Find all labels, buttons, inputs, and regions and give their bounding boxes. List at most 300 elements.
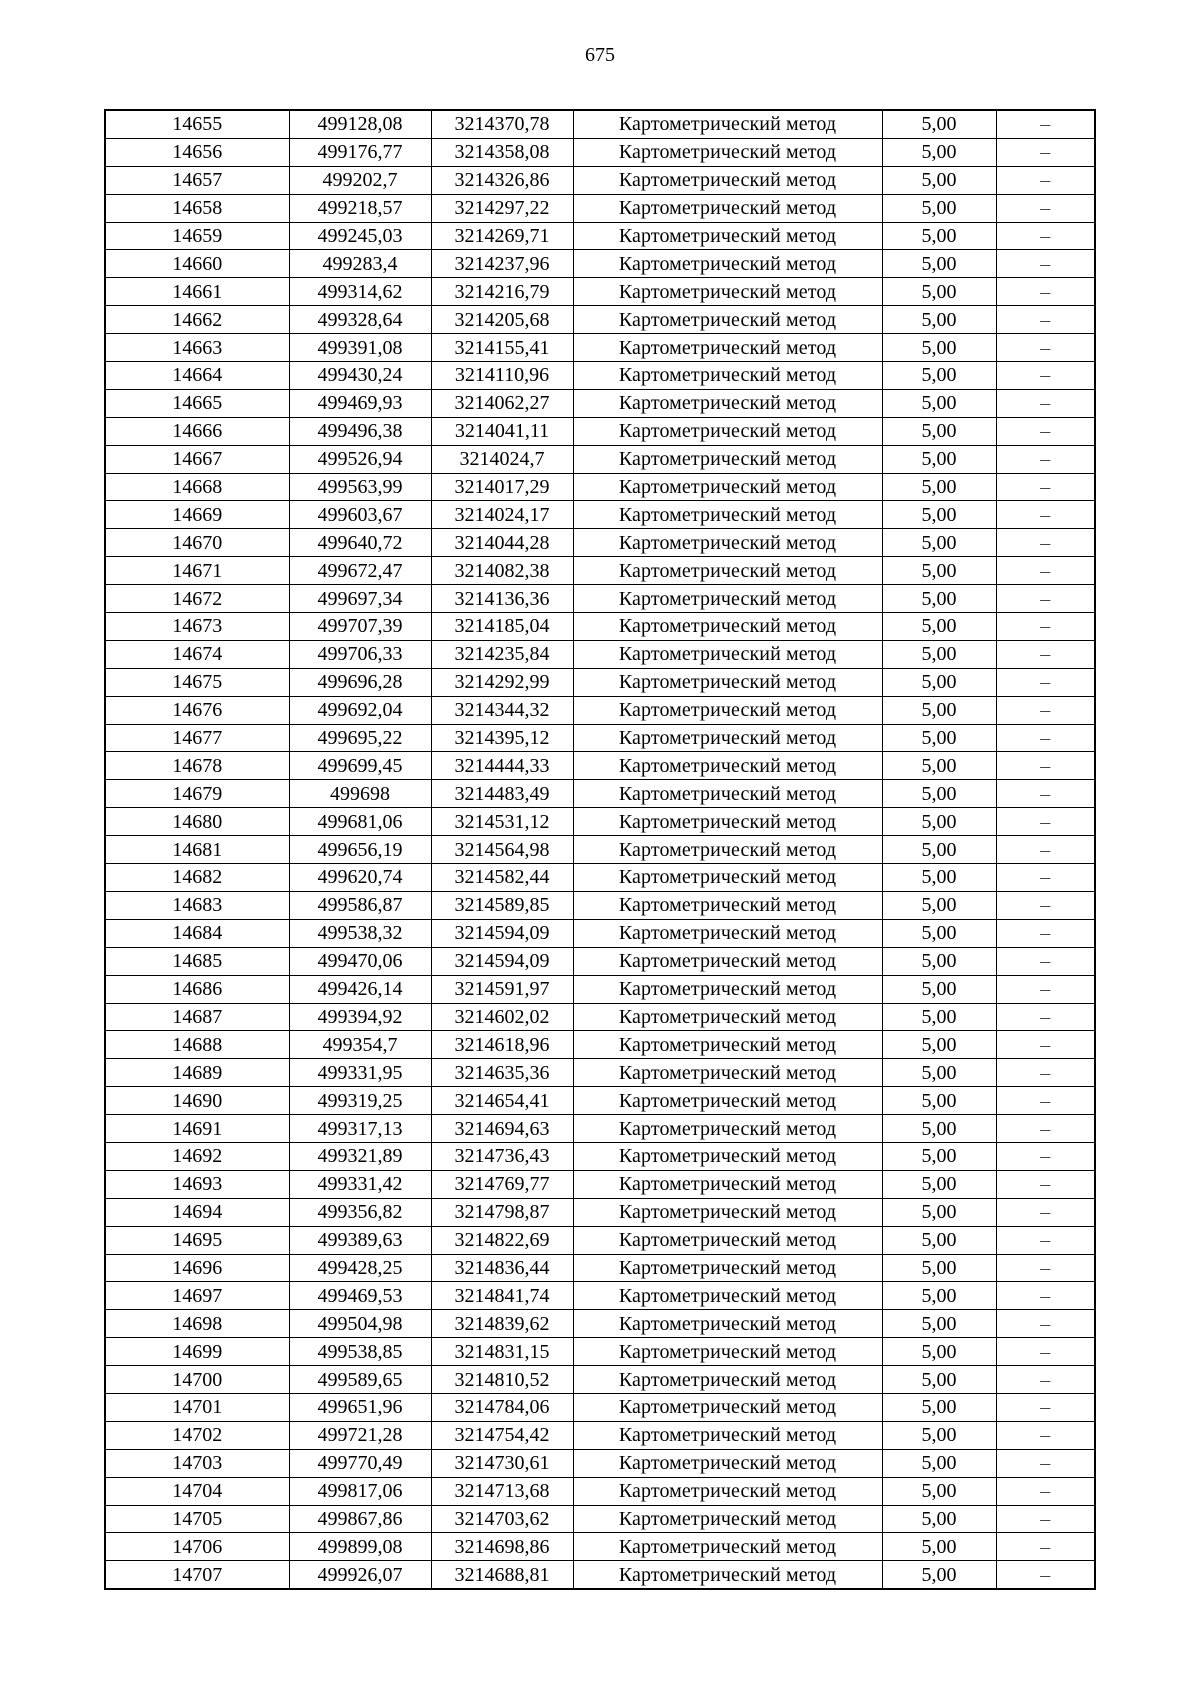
description-cell: – [996, 724, 1095, 752]
point-number-cell: 14690 [105, 1087, 289, 1115]
y-coordinate-cell: 3214688,81 [431, 1561, 573, 1589]
y-coordinate-cell: 3214044,28 [431, 529, 573, 557]
accuracy-cell: 5,00 [882, 1338, 996, 1366]
description-cell: – [996, 1533, 1095, 1561]
x-coordinate-cell: 499698 [289, 780, 431, 808]
description-cell: – [996, 194, 1095, 222]
accuracy-cell: 5,00 [882, 417, 996, 445]
y-coordinate-cell: 3214024,17 [431, 501, 573, 529]
description-cell: – [996, 1561, 1095, 1589]
y-coordinate-cell: 3214444,33 [431, 752, 573, 780]
point-number-cell: 14687 [105, 1003, 289, 1031]
coordinates-table [104, 109, 1096, 1590]
method-cell: Картометрический метод [573, 501, 882, 529]
point-number-cell: 14697 [105, 1282, 289, 1310]
method-cell: Картометрический метод [573, 1533, 882, 1561]
x-coordinate-cell: 499128,08 [289, 110, 431, 138]
x-coordinate-cell: 499428,25 [289, 1254, 431, 1282]
accuracy-cell: 5,00 [882, 306, 996, 334]
point-number-cell: 14685 [105, 947, 289, 975]
description-cell: – [996, 445, 1095, 473]
y-coordinate-cell: 3214024,7 [431, 445, 573, 473]
description-cell: – [996, 1198, 1095, 1226]
y-coordinate-cell: 3214269,71 [431, 222, 573, 250]
method-cell: Картометрический метод [573, 1505, 882, 1533]
y-coordinate-cell: 3214136,36 [431, 585, 573, 613]
method-cell: Картометрический метод [573, 1198, 882, 1226]
description-cell: – [996, 1449, 1095, 1477]
x-coordinate-cell: 499899,08 [289, 1533, 431, 1561]
point-number-cell: 14703 [105, 1449, 289, 1477]
method-cell: Картометрический метод [573, 445, 882, 473]
accuracy-cell: 5,00 [882, 1282, 996, 1310]
point-number-cell: 14655 [105, 110, 289, 138]
accuracy-cell: 5,00 [882, 1170, 996, 1198]
description-cell: – [996, 780, 1095, 808]
accuracy-cell: 5,00 [882, 389, 996, 417]
x-coordinate-cell: 499328,64 [289, 306, 431, 334]
x-coordinate-cell: 499245,03 [289, 222, 431, 250]
x-coordinate-cell: 499699,45 [289, 752, 431, 780]
accuracy-cell: 5,00 [882, 250, 996, 278]
table-row [105, 1115, 1095, 1143]
description-cell: – [996, 1310, 1095, 1338]
description-cell: – [996, 1505, 1095, 1533]
x-coordinate-cell: 499331,95 [289, 1059, 431, 1087]
table-row [105, 501, 1095, 529]
y-coordinate-cell: 3214582,44 [431, 864, 573, 892]
description-cell: – [996, 836, 1095, 864]
description-cell: – [996, 808, 1095, 836]
point-number-cell: 14694 [105, 1198, 289, 1226]
y-coordinate-cell: 3214041,11 [431, 417, 573, 445]
table-row [105, 194, 1095, 222]
method-cell: Картометрический метод [573, 585, 882, 613]
x-coordinate-cell: 499697,34 [289, 585, 431, 613]
x-coordinate-cell: 499354,7 [289, 1031, 431, 1059]
description-cell: – [996, 613, 1095, 641]
description-cell: – [996, 138, 1095, 166]
x-coordinate-cell: 499695,22 [289, 724, 431, 752]
accuracy-cell: 5,00 [882, 138, 996, 166]
description-cell: – [996, 278, 1095, 306]
x-coordinate-cell: 499817,06 [289, 1477, 431, 1505]
y-coordinate-cell: 3214839,62 [431, 1310, 573, 1338]
x-coordinate-cell: 499283,4 [289, 250, 431, 278]
table-row [105, 529, 1095, 557]
description-cell: – [996, 417, 1095, 445]
method-cell: Картометрический метод [573, 975, 882, 1003]
method-cell: Картометрический метод [573, 417, 882, 445]
point-number-cell: 14679 [105, 780, 289, 808]
y-coordinate-cell: 3214589,85 [431, 891, 573, 919]
method-cell: Картометрический метод [573, 194, 882, 222]
y-coordinate-cell: 3214185,04 [431, 613, 573, 641]
accuracy-cell: 5,00 [882, 194, 996, 222]
accuracy-cell: 5,00 [882, 1505, 996, 1533]
table-row [105, 1142, 1095, 1170]
y-coordinate-cell: 3214635,36 [431, 1059, 573, 1087]
method-cell: Картометрический метод [573, 1561, 882, 1589]
x-coordinate-cell: 499470,06 [289, 947, 431, 975]
x-coordinate-cell: 499319,25 [289, 1087, 431, 1115]
description-cell: – [996, 529, 1095, 557]
table-row [105, 975, 1095, 1003]
y-coordinate-cell: 3214594,09 [431, 947, 573, 975]
table-row [105, 613, 1095, 641]
description-cell: – [996, 362, 1095, 390]
method-cell: Картометрический метод [573, 891, 882, 919]
table-row [105, 445, 1095, 473]
accuracy-cell: 5,00 [882, 836, 996, 864]
y-coordinate-cell: 3214062,27 [431, 389, 573, 417]
method-cell: Картометрический метод [573, 752, 882, 780]
description-cell: – [996, 1366, 1095, 1394]
method-cell: Картометрический метод [573, 1170, 882, 1198]
point-number-cell: 14678 [105, 752, 289, 780]
accuracy-cell: 5,00 [882, 334, 996, 362]
method-cell: Картометрический метод [573, 1449, 882, 1477]
point-number-cell: 14706 [105, 1533, 289, 1561]
description-cell: – [996, 1142, 1095, 1170]
x-coordinate-cell: 499926,07 [289, 1561, 431, 1589]
description-cell: – [996, 1282, 1095, 1310]
table-row [105, 1059, 1095, 1087]
table-row [105, 947, 1095, 975]
point-number-cell: 14688 [105, 1031, 289, 1059]
y-coordinate-cell: 3214395,12 [431, 724, 573, 752]
accuracy-cell: 5,00 [882, 891, 996, 919]
accuracy-cell: 5,00 [882, 752, 996, 780]
accuracy-cell: 5,00 [882, 975, 996, 1003]
table-row [105, 278, 1095, 306]
point-number-cell: 14686 [105, 975, 289, 1003]
y-coordinate-cell: 3214836,44 [431, 1254, 573, 1282]
method-cell: Картометрический метод [573, 166, 882, 194]
accuracy-cell: 5,00 [882, 1059, 996, 1087]
point-number-cell: 14675 [105, 668, 289, 696]
method-cell: Картометрический метод [573, 278, 882, 306]
x-coordinate-cell: 499707,39 [289, 613, 431, 641]
x-coordinate-cell: 499391,08 [289, 334, 431, 362]
point-number-cell: 14702 [105, 1421, 289, 1449]
point-number-cell: 14659 [105, 222, 289, 250]
x-coordinate-cell: 499563,99 [289, 473, 431, 501]
method-cell: Картометрический метод [573, 1477, 882, 1505]
table-row [105, 306, 1095, 334]
table-row [105, 1087, 1095, 1115]
accuracy-cell: 5,00 [882, 1031, 996, 1059]
y-coordinate-cell: 3214297,22 [431, 194, 573, 222]
table-row [105, 138, 1095, 166]
accuracy-cell: 5,00 [882, 445, 996, 473]
point-number-cell: 14693 [105, 1170, 289, 1198]
x-coordinate-cell: 499651,96 [289, 1393, 431, 1421]
table-row [105, 1282, 1095, 1310]
y-coordinate-cell: 3214730,61 [431, 1449, 573, 1477]
x-coordinate-cell: 499504,98 [289, 1310, 431, 1338]
y-coordinate-cell: 3214810,52 [431, 1366, 573, 1394]
method-cell: Картометрический метод [573, 362, 882, 390]
point-number-cell: 14673 [105, 613, 289, 641]
x-coordinate-cell: 499589,65 [289, 1366, 431, 1394]
description-cell: – [996, 1254, 1095, 1282]
x-coordinate-cell: 499321,89 [289, 1142, 431, 1170]
method-cell: Картометрический метод [573, 334, 882, 362]
method-cell: Картометрический метод [573, 138, 882, 166]
description-cell: – [996, 864, 1095, 892]
y-coordinate-cell: 3214082,38 [431, 557, 573, 585]
coordinates-table-body [105, 110, 1095, 1589]
accuracy-cell: 5,00 [882, 613, 996, 641]
point-number-cell: 14666 [105, 417, 289, 445]
y-coordinate-cell: 3214358,08 [431, 138, 573, 166]
table-row [105, 780, 1095, 808]
y-coordinate-cell: 3214344,32 [431, 696, 573, 724]
description-cell: – [996, 389, 1095, 417]
x-coordinate-cell: 499672,47 [289, 557, 431, 585]
y-coordinate-cell: 3214216,79 [431, 278, 573, 306]
table-row [105, 1254, 1095, 1282]
point-number-cell: 14699 [105, 1338, 289, 1366]
description-cell: – [996, 1170, 1095, 1198]
method-cell: Картометрический метод [573, 1338, 882, 1366]
description-cell: – [996, 306, 1095, 334]
method-cell: Картометрический метод [573, 389, 882, 417]
x-coordinate-cell: 499538,32 [289, 919, 431, 947]
method-cell: Картометрический метод [573, 1031, 882, 1059]
accuracy-cell: 5,00 [882, 780, 996, 808]
accuracy-cell: 5,00 [882, 1477, 996, 1505]
method-cell: Картометрический метод [573, 1366, 882, 1394]
y-coordinate-cell: 3214841,74 [431, 1282, 573, 1310]
accuracy-cell: 5,00 [882, 724, 996, 752]
point-number-cell: 14677 [105, 724, 289, 752]
y-coordinate-cell: 3214564,98 [431, 836, 573, 864]
x-coordinate-cell: 499496,38 [289, 417, 431, 445]
point-number-cell: 14662 [105, 306, 289, 334]
method-cell: Картометрический метод [573, 808, 882, 836]
method-cell: Картометрический метод [573, 1421, 882, 1449]
y-coordinate-cell: 3214654,41 [431, 1087, 573, 1115]
method-cell: Картометрический метод [573, 613, 882, 641]
table-row [105, 668, 1095, 696]
accuracy-cell: 5,00 [882, 696, 996, 724]
accuracy-cell: 5,00 [882, 1115, 996, 1143]
point-number-cell: 14665 [105, 389, 289, 417]
table-row [105, 1338, 1095, 1366]
table-row [105, 166, 1095, 194]
point-number-cell: 14701 [105, 1393, 289, 1421]
table-row [105, 1533, 1095, 1561]
method-cell: Картометрический метод [573, 1003, 882, 1031]
method-cell: Картометрический метод [573, 696, 882, 724]
accuracy-cell: 5,00 [882, 1254, 996, 1282]
point-number-cell: 14670 [105, 529, 289, 557]
y-coordinate-cell: 3214784,06 [431, 1393, 573, 1421]
x-coordinate-cell: 499696,28 [289, 668, 431, 696]
point-number-cell: 14667 [105, 445, 289, 473]
point-number-cell: 14689 [105, 1059, 289, 1087]
x-coordinate-cell: 499706,33 [289, 640, 431, 668]
accuracy-cell: 5,00 [882, 1421, 996, 1449]
point-number-cell: 14695 [105, 1226, 289, 1254]
table-row [105, 222, 1095, 250]
table-row [105, 1477, 1095, 1505]
description-cell: – [996, 1003, 1095, 1031]
point-number-cell: 14707 [105, 1561, 289, 1589]
x-coordinate-cell: 499176,77 [289, 138, 431, 166]
point-number-cell: 14669 [105, 501, 289, 529]
method-cell: Картометрический метод [573, 1310, 882, 1338]
x-coordinate-cell: 499394,92 [289, 1003, 431, 1031]
accuracy-cell: 5,00 [882, 557, 996, 585]
table-row [105, 808, 1095, 836]
accuracy-cell: 5,00 [882, 1366, 996, 1394]
method-cell: Картометрический метод [573, 919, 882, 947]
accuracy-cell: 5,00 [882, 864, 996, 892]
description-cell: – [996, 110, 1095, 138]
method-cell: Картометрический метод [573, 306, 882, 334]
y-coordinate-cell: 3214591,97 [431, 975, 573, 1003]
table-row [105, 836, 1095, 864]
y-coordinate-cell: 3214110,96 [431, 362, 573, 390]
x-coordinate-cell: 499681,06 [289, 808, 431, 836]
point-number-cell: 14676 [105, 696, 289, 724]
table-row [105, 1421, 1095, 1449]
description-cell: – [996, 919, 1095, 947]
table-row [105, 1449, 1095, 1477]
accuracy-cell: 5,00 [882, 1142, 996, 1170]
accuracy-cell: 5,00 [882, 808, 996, 836]
table-row [105, 334, 1095, 362]
accuracy-cell: 5,00 [882, 1003, 996, 1031]
table-row [105, 1505, 1095, 1533]
y-coordinate-cell: 3214769,77 [431, 1170, 573, 1198]
method-cell: Картометрический метод [573, 1059, 882, 1087]
description-cell: – [996, 250, 1095, 278]
y-coordinate-cell: 3214713,68 [431, 1477, 573, 1505]
table-row [105, 585, 1095, 613]
x-coordinate-cell: 499356,82 [289, 1198, 431, 1226]
y-coordinate-cell: 3214483,49 [431, 780, 573, 808]
description-cell: – [996, 1115, 1095, 1143]
x-coordinate-cell: 499469,53 [289, 1282, 431, 1310]
y-coordinate-cell: 3214698,86 [431, 1533, 573, 1561]
y-coordinate-cell: 3214694,63 [431, 1115, 573, 1143]
x-coordinate-cell: 499218,57 [289, 194, 431, 222]
y-coordinate-cell: 3214703,62 [431, 1505, 573, 1533]
table-row [105, 1003, 1095, 1031]
point-number-cell: 14664 [105, 362, 289, 390]
point-number-cell: 14700 [105, 1366, 289, 1394]
accuracy-cell: 5,00 [882, 668, 996, 696]
accuracy-cell: 5,00 [882, 1533, 996, 1561]
y-coordinate-cell: 3214235,84 [431, 640, 573, 668]
accuracy-cell: 5,00 [882, 362, 996, 390]
x-coordinate-cell: 499389,63 [289, 1226, 431, 1254]
point-number-cell: 14692 [105, 1142, 289, 1170]
table-row [105, 1226, 1095, 1254]
method-cell: Картометрический метод [573, 1393, 882, 1421]
x-coordinate-cell: 499586,87 [289, 891, 431, 919]
x-coordinate-cell: 499620,74 [289, 864, 431, 892]
accuracy-cell: 5,00 [882, 278, 996, 306]
method-cell: Картометрический метод [573, 1226, 882, 1254]
table-row [105, 640, 1095, 668]
y-coordinate-cell: 3214292,99 [431, 668, 573, 696]
point-number-cell: 14691 [105, 1115, 289, 1143]
description-cell: – [996, 975, 1095, 1003]
method-cell: Картометрический метод [573, 836, 882, 864]
table-row [105, 1031, 1095, 1059]
description-cell: – [996, 473, 1095, 501]
description-cell: – [996, 1338, 1095, 1366]
description-cell: – [996, 752, 1095, 780]
description-cell: – [996, 640, 1095, 668]
method-cell: Картометрический метод [573, 473, 882, 501]
method-cell: Картометрический метод [573, 668, 882, 696]
description-cell: – [996, 166, 1095, 194]
point-number-cell: 14671 [105, 557, 289, 585]
table-row [105, 724, 1095, 752]
accuracy-cell: 5,00 [882, 1198, 996, 1226]
accuracy-cell: 5,00 [882, 501, 996, 529]
x-coordinate-cell: 499867,86 [289, 1505, 431, 1533]
method-cell: Картометрический метод [573, 1087, 882, 1115]
accuracy-cell: 5,00 [882, 947, 996, 975]
y-coordinate-cell: 3214326,86 [431, 166, 573, 194]
x-coordinate-cell: 499426,14 [289, 975, 431, 1003]
description-cell: – [996, 585, 1095, 613]
method-cell: Картометрический метод [573, 1142, 882, 1170]
method-cell: Картометрический метод [573, 222, 882, 250]
y-coordinate-cell: 3214736,43 [431, 1142, 573, 1170]
x-coordinate-cell: 499692,04 [289, 696, 431, 724]
page-number: 675 [585, 44, 615, 66]
y-coordinate-cell: 3214205,68 [431, 306, 573, 334]
accuracy-cell: 5,00 [882, 529, 996, 557]
accuracy-cell: 5,00 [882, 640, 996, 668]
y-coordinate-cell: 3214594,09 [431, 919, 573, 947]
method-cell: Картометрический метод [573, 724, 882, 752]
method-cell: Картометрический метод [573, 1282, 882, 1310]
method-cell: Картометрический метод [573, 250, 882, 278]
x-coordinate-cell: 499770,49 [289, 1449, 431, 1477]
description-cell: – [996, 1059, 1095, 1087]
description-cell: – [996, 1421, 1095, 1449]
description-cell: – [996, 1226, 1095, 1254]
table-row [105, 919, 1095, 947]
method-cell: Картометрический метод [573, 1115, 882, 1143]
point-number-cell: 14674 [105, 640, 289, 668]
description-cell: – [996, 1031, 1095, 1059]
point-number-cell: 14705 [105, 1505, 289, 1533]
accuracy-cell: 5,00 [882, 1393, 996, 1421]
y-coordinate-cell: 3214370,78 [431, 110, 573, 138]
method-cell: Картометрический метод [573, 1254, 882, 1282]
y-coordinate-cell: 3214237,96 [431, 250, 573, 278]
point-number-cell: 14660 [105, 250, 289, 278]
description-cell: – [996, 947, 1095, 975]
accuracy-cell: 5,00 [882, 585, 996, 613]
accuracy-cell: 5,00 [882, 919, 996, 947]
table-row [105, 362, 1095, 390]
description-cell: – [996, 696, 1095, 724]
x-coordinate-cell: 499469,93 [289, 389, 431, 417]
accuracy-cell: 5,00 [882, 222, 996, 250]
point-number-cell: 14681 [105, 836, 289, 864]
